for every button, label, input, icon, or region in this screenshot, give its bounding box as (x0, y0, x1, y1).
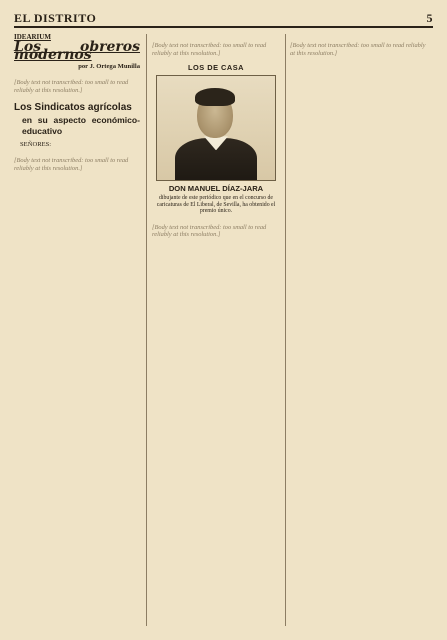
photo-caption-name: DON MANUEL DÍAZ-JARA (168, 184, 264, 194)
page-number: 5 (426, 11, 433, 25)
article-byline: por J. Ortega Munilla (78, 63, 140, 71)
untranscribed-text: [Body text not transcribed: too small to read reliably at this resolution.] (14, 157, 129, 172)
column-divider (285, 34, 286, 626)
article-title-2-main: Los Sindicatos agrícolas (14, 102, 132, 114)
photo-feature (152, 64, 280, 215)
section-label: IDEARIUM (14, 33, 51, 41)
column-middle (152, 34, 280, 245)
untranscribed-text: [Body text not transcribed: too small to read reliably at this resolution.] (152, 42, 267, 57)
column-right (290, 34, 432, 64)
untranscribed-text: [Body text not transcribed: too small to read reliably at this resolution.] (14, 79, 129, 94)
salutation: SEÑORES: (20, 141, 52, 149)
photo-caption: dibujante de este periódico que en el concurso de caricaturas de El Liberal, de Sevilla, ha obtenido el premio único. (156, 194, 276, 215)
untranscribed-text: [Body text not transcribed: too small to read reliably at this resolution.] (290, 42, 426, 57)
publication-name: EL DISTRITO (14, 11, 97, 25)
column-left (14, 34, 140, 179)
article-title-2-subtitle: en su aspecto económico-educativo (22, 115, 140, 137)
article-title: Los obreros modernos (14, 39, 140, 63)
column-divider (146, 34, 147, 626)
masthead (14, 10, 433, 28)
untranscribed-text: [Body text not transcribed: too small to read reliably at this resolution.] (152, 223, 267, 239)
article-title-2 (14, 102, 140, 137)
photo-heading: LOS DE CASA (187, 62, 244, 72)
portrait-photo (156, 75, 276, 181)
